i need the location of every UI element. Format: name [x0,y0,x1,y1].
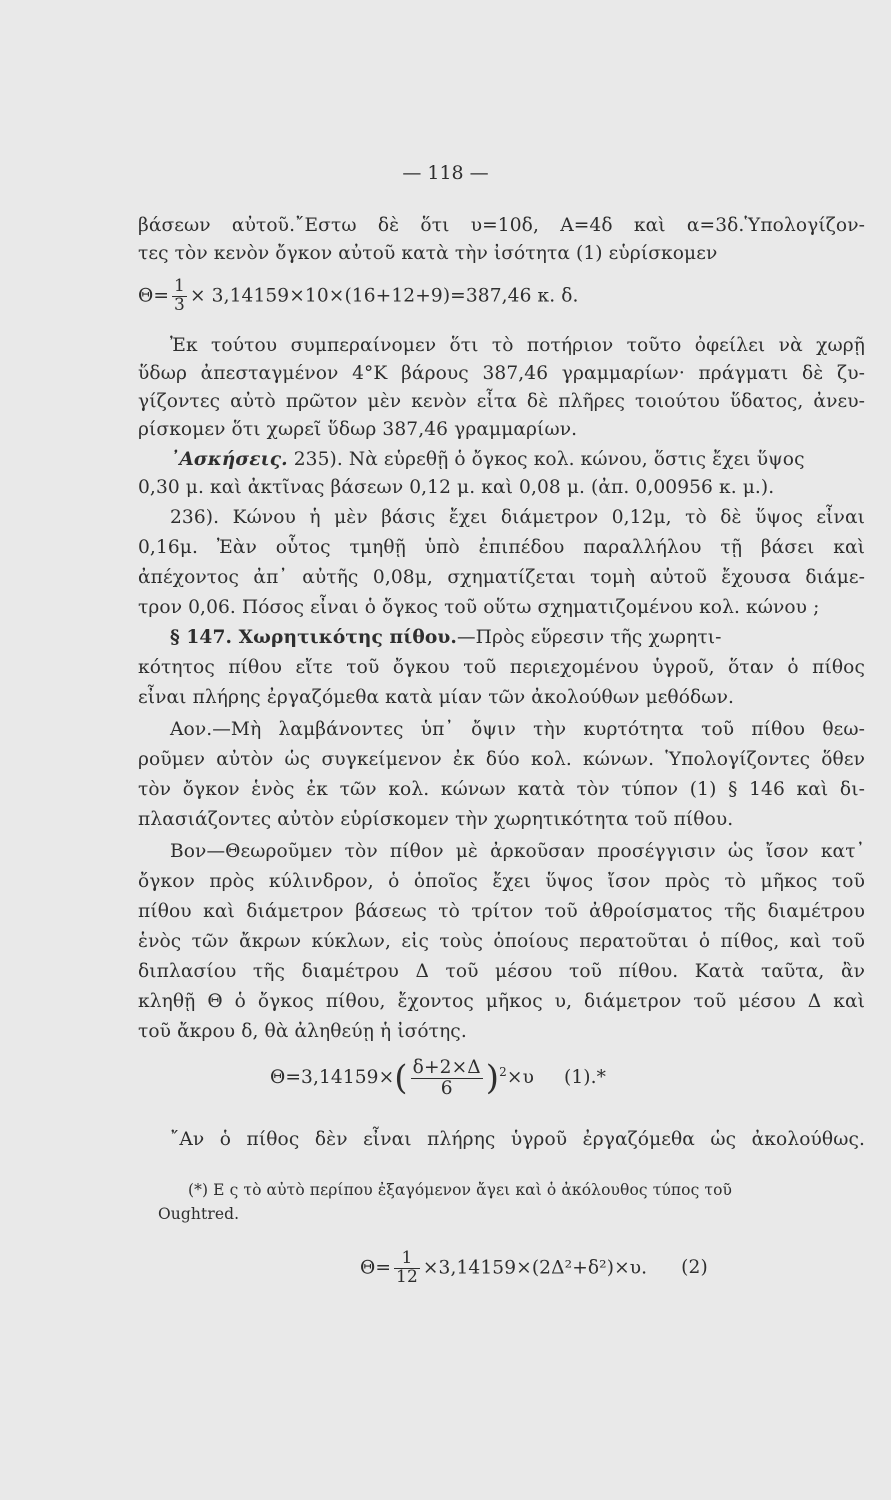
text-line: τοῦ ἄκρου δ, θὰ ἀληθεύῃ ἡ ἰσότης. [138,1021,467,1042]
text-line: ὕδωρ ἀπεσταγμένον 4°Κ βάρους 387,46 γραμμαρίων· πράγματι δὲ ζυ- [138,363,865,384]
equation-volume-example [138,278,865,315]
equation-tag: (2) [681,1257,708,1279]
text-line: 0,16μ. Ἐὰν οὗτος τμηθῇ ὑπὸ ἐπιπέδου παραλλήλου τῇ βάσει καὶ [138,537,865,558]
text-line: Βον—Θεωροῦμεν τὸν πίθον μὲ ἀρκοῦσαν προσέγγισιν ὡς ἴσον κατ᾿ [170,841,865,862]
text-line: ρίσκομεν ὅτι χωρεῖ ὕδωρ 387,46 γραμμαρίων. [138,419,578,440]
text-line: 236). Κώνου ἡ μὲν βάσις ἔχει διάμετρον 0,12μ, τὸ δὲ ὕψος εἶναι [170,507,865,528]
text-line: κληθῇ Θ ὁ ὄγκος πίθου, ἔχοντος μῆκος υ, διάμετρον τοῦ μέσου Δ καὶ [138,991,865,1012]
text-line: πίθου καὶ διάμετρον βάσεως τὸ τρίτον τοῦ ἀθροίσματος τῆς διαμέτρου [138,901,865,922]
text-line: Ἐκ τούτου συμπεραίνομεν ὅτι τὸ ποτήριον τοῦτο ὀφείλει νὰ χωρῇ [170,335,865,356]
equation-lhs: Θ=3,14159× [270,1067,395,1089]
equation-barrel-volume [270,1058,720,1098]
text-line: ἀπέχοντος ἀπ᾿ αὐτῆς 0,08μ, σχηματίζεται τομὴ αὐτοῦ ἔχουσα διάμε- [138,567,865,588]
exponent: 2 [499,1064,507,1079]
equation-rhs: ×υ [506,1067,535,1089]
equation-rhs: × 3,14159×10×(16+12+9)=387,46 κ. δ. [189,285,579,307]
text-line: γίζοντες αὐτὸ πρῶτον μὲν κενὸν εἶτα δὲ πλῆρες τοιούτου ὕδατος, ἀνευ- [138,391,865,412]
fraction-numerator: 1 [174,276,185,296]
text-line: ἑνὸς τῶν ἄκρων κύκλων, εἰς τοὺς ὁποίους περατοῦται ὁ πίθος, καὶ τοῦ [138,931,865,952]
text-line: ῎Αν ὁ πίθος δὲν εἶναι πλήρης ὑγροῦ ἐργαζόμεθα ὡς ἀκολούθως. [170,1129,865,1150]
equation-tag: (1).* [564,1067,607,1089]
footnote-line: Oughtred. [158,1205,240,1223]
equation-rhs: ×3,14159×(2Δ²+δ²)×υ. [422,1257,648,1279]
fraction [172,278,187,315]
section-147-line [170,626,865,650]
fraction [394,1250,420,1287]
text-line: 0,30 μ. καὶ ἀκτῖνας βάσεων 0,12 μ. καὶ 0,08 μ. (ἀπ. 0,00956 κ. μ.). [138,477,775,498]
right-paren: ) [485,1058,500,1099]
exercises-line [170,448,865,472]
footnote-line: (*) Ε ς τὸ αὐτὸ περίπου ἐξαγόμενον ἄγει καὶ ὁ ἀκόλουθος τύπος τοῦ [188,1181,733,1199]
fraction-numerator: 1 [394,1250,420,1269]
text-line: κότητος πίθου εἴτε τοῦ ὄγκου τοῦ περιεχομένου ὑγροῦ, ὅταν ὁ πίθος [138,657,865,678]
text-line: τες τὸν κενὸν ὄγκον αὐτοῦ κατὰ τὴν ἰσότητα (1) εὑρίσκομεν [138,243,718,264]
page-number: — 118 — [402,162,489,184]
text-line: ροῦμεν αὐτὸν ὡς συγκείμενον ἐκ δύο κολ. κώνων. Ὑπολογίζοντες ὅθεν [138,749,865,770]
left-paren: ( [394,1058,408,1099]
equation-lhs: Θ= [138,285,170,307]
text-line: εἶναι πλήρης ἐργαζόμεθα κατὰ μίαν τῶν ἀκολούθων μεθόδων. [138,687,734,708]
text-line: βάσεων αὐτοῦ.῎Εστω δὲ ὅτι υ=10δ, Α=4δ καὶ α=3δ.Ὑπολογίζον- [138,215,865,236]
section-text: —Πρὸς εὕρεσιν τῆς χωρητι- [456,627,722,648]
equation-oughtred [360,1250,840,1287]
text-line: Αον.—Μὴ λαμβάνοντες ὑπ᾿ ὄψιν τὴν κυρτότητα τοῦ πίθου θεω- [170,719,865,740]
exercises-label: ᾿Ασκήσεις. [170,449,288,470]
text-line: ὄγκον πρὸς κύλινδρον, ὁ ὁποῖος ἔχει ὕψος ἴσον πρὸς τὸ μῆκος τοῦ [138,871,865,892]
fraction-denominator: 6 [440,1077,453,1099]
fraction [411,1058,483,1098]
exercise-235-text: 235). Νὰ εὑρεθῇ ὁ ὄγκος κολ. κώνου, ὅστις ἔχει ὕψος [287,449,805,470]
text-line: τὸν ὄγκον ἑνὸς ἐκ τῶν κολ. κώνων κατὰ τὸν τύπον (1) § 146 καὶ δι- [138,779,865,800]
fraction-numerator: δ+2×Δ [412,1057,481,1078]
fraction-denominator: 3 [174,294,185,315]
fraction-denominator: 12 [396,1266,418,1287]
text-line: πλασιάζοντες αὐτὸν εὑρίσκομεν τὴν χωρητικότητα τοῦ πίθου. [138,809,734,830]
section-heading: § 147. Χωρητικότης πίθου. [170,627,457,648]
text-line: διπλασίου τῆς διαμέτρου Δ τοῦ μέσου τοῦ πίθου. Κατὰ ταῦτα, ἂν [138,961,865,982]
text-line: τρον 0,06. Πόσος εἶναι ὁ ὄγκος τοῦ οὕτω σχηματιζομένου κολ. κώνου ; [138,597,820,618]
equation-lhs: Θ= [360,1257,392,1279]
